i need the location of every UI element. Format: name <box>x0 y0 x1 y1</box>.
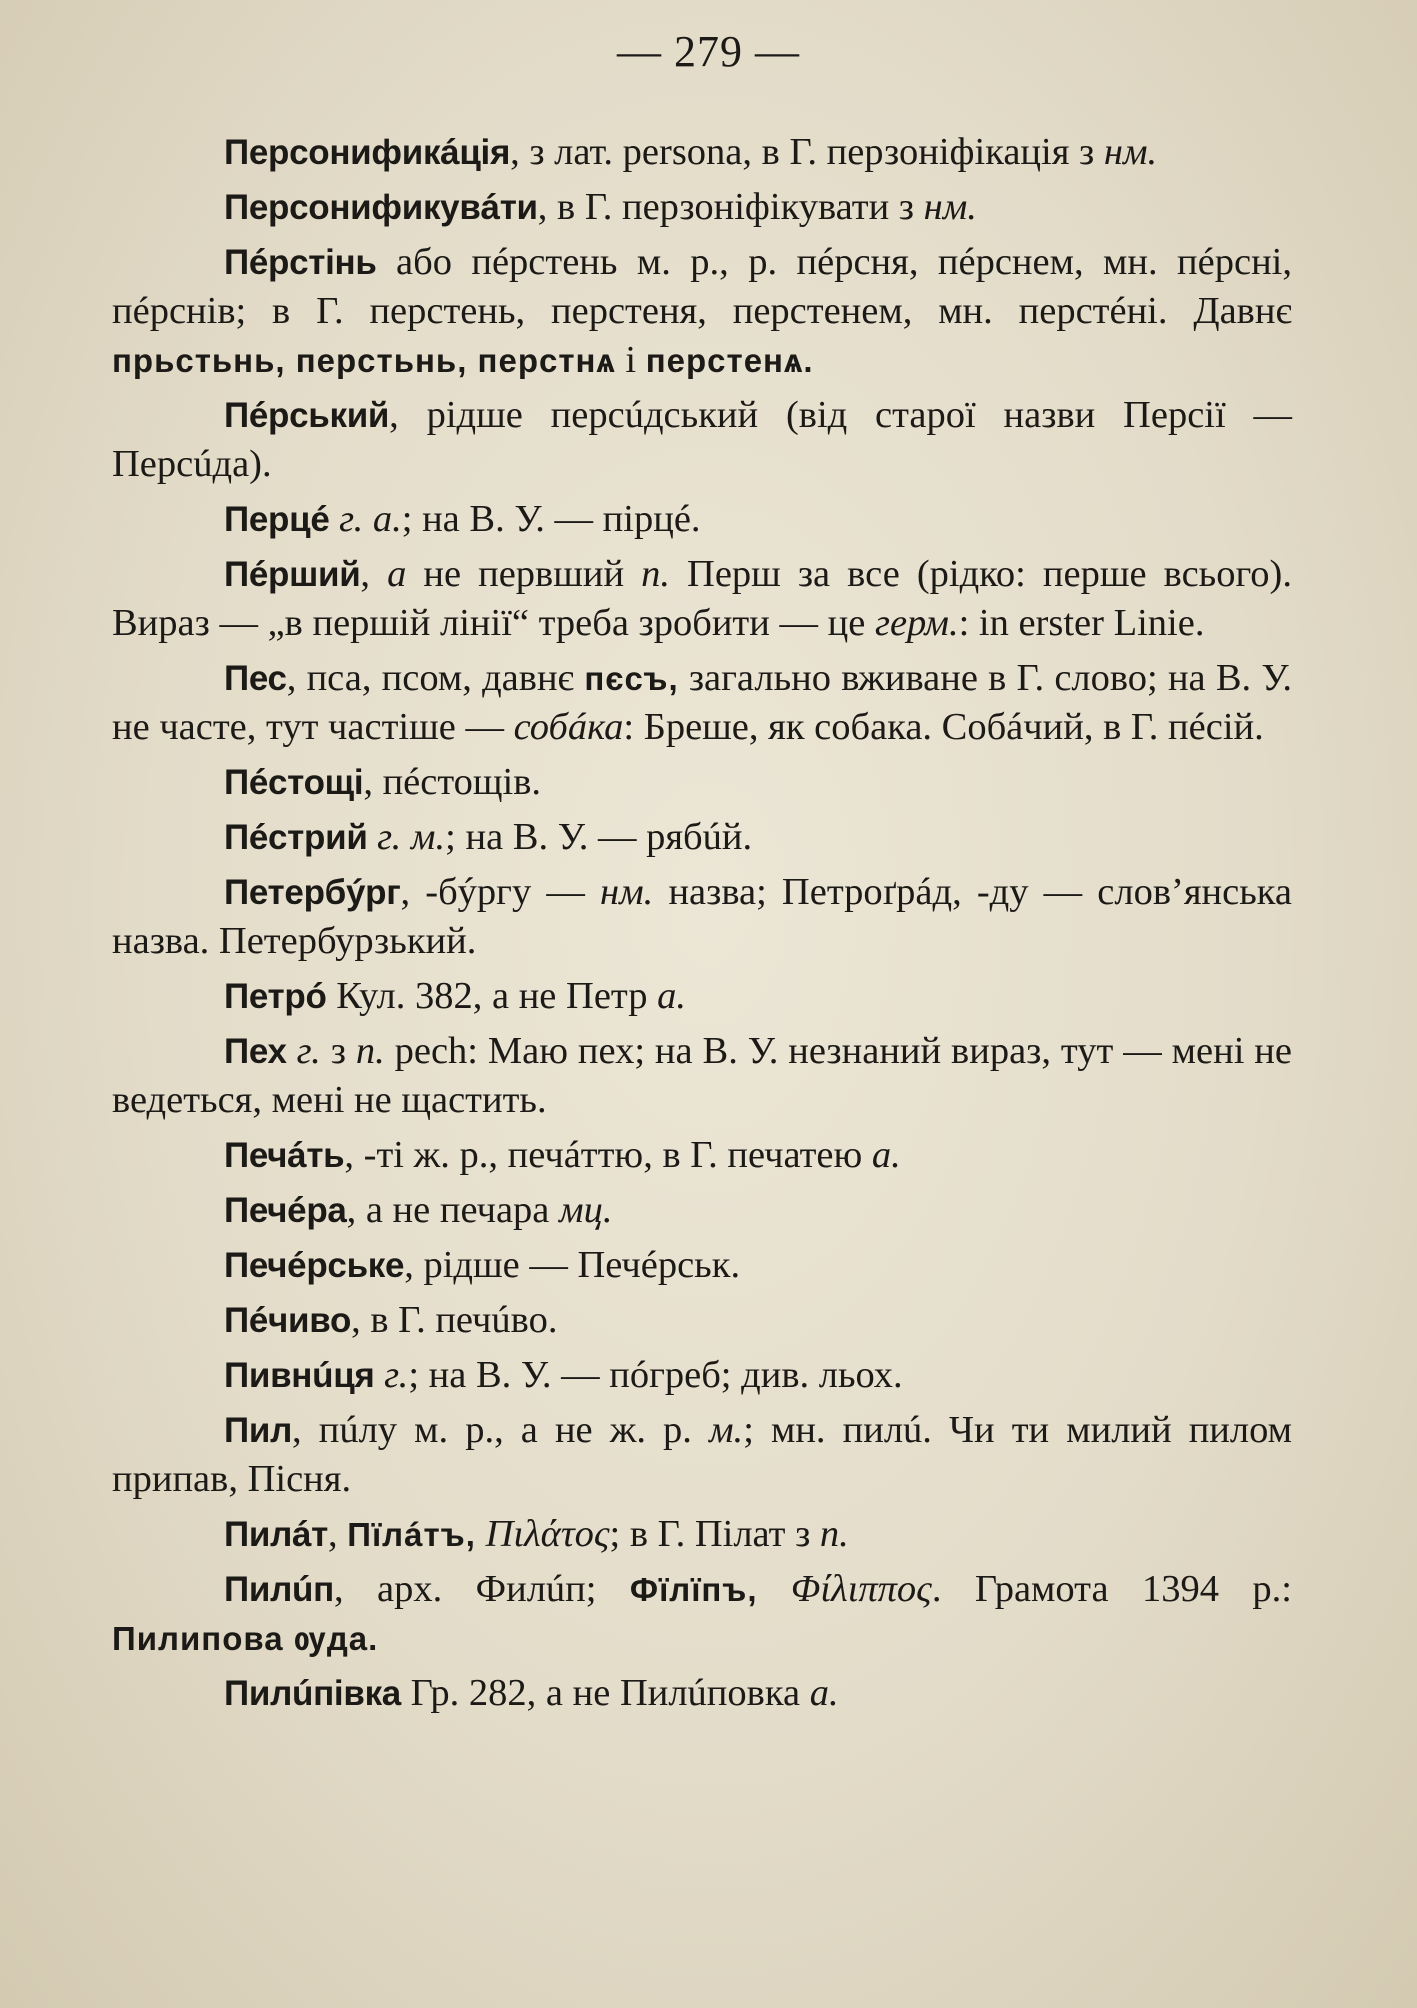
entry-text: pech: Маю пех; на В. У. незнаний вираз, тут — мені не ведеться, мені не щастить. <box>112 1030 1292 1121</box>
entry-text <box>368 816 378 858</box>
dictionary-entry <box>112 1027 1292 1125</box>
entry-headword: Пилúп <box>224 1570 334 1609</box>
entry-text: , рідше — Печéрськ. <box>404 1244 741 1286</box>
dictionary-entry <box>112 654 1292 752</box>
entry-text: : in erster Linie. <box>958 602 1205 644</box>
italic-abbreviation: нм. <box>923 186 977 228</box>
entry-headword: Персонификувáти <box>224 188 538 227</box>
italic-abbreviation: м. <box>708 1409 744 1451</box>
entry-headword: Пес <box>224 659 287 698</box>
dictionary-entry <box>112 183 1292 232</box>
entry-text: Гр. 282, а не Пилúповка <box>400 1672 810 1714</box>
old-slavonic-form: Пïлáтъ, <box>347 1516 476 1553</box>
entry-headword: Пéрстінь <box>224 243 377 282</box>
italic-abbreviation: г. <box>296 1030 321 1072</box>
entry-headword: Персонификáція <box>224 133 511 172</box>
entry-headword: Пéрський <box>224 396 390 435</box>
entry-text: не первший <box>406 553 642 595</box>
dictionary-entry <box>112 238 1292 385</box>
italic-abbreviation: а <box>387 553 407 595</box>
italic-abbreviation: г. а. <box>339 498 402 540</box>
entry-headword: Пéрший <box>224 555 361 594</box>
dictionary-entry <box>112 1241 1292 1290</box>
entry-text <box>287 1030 297 1072</box>
entry-text: ; на В. У. — рябúй. <box>445 816 753 858</box>
entry-text: Перш за все (рідко: перше всього). Вираз — „в першій лінії“ треба зробити — це <box>112 553 1292 644</box>
dictionary-entry <box>112 128 1292 177</box>
dictionary-entry <box>112 550 1292 648</box>
italic-abbreviation: а. <box>657 975 686 1017</box>
entry-text: ; на В. У. — пірцé. <box>401 498 701 540</box>
entry-text: , пéстощів. <box>363 761 542 803</box>
entry-text: загально вживане в Г. слово; на В. У. не часте, тут частіше — <box>112 657 1292 748</box>
entry-text: або пéрстень м. р., р. пéрсня, пéрснем, мн. пéрсні, пéрснів; в Г. перстень, перстеня, перстенем, мн. перстéні. Давнє <box>112 241 1292 332</box>
dictionary-entry <box>112 1186 1292 1235</box>
entry-text: , а не печара <box>346 1189 560 1231</box>
entry-text: з <box>320 1030 356 1072</box>
dictionary-entry <box>112 758 1292 807</box>
entry-text: , в Г. перзоніфікувати з <box>537 186 924 228</box>
entry-text: , -ті ж. р., печáттю, в Г. печатею <box>344 1134 872 1176</box>
entry-headword: Пéчиво <box>224 1301 352 1340</box>
entry-text: і <box>615 339 646 381</box>
dictionary-entries <box>112 128 1292 1724</box>
italic-abbreviation: нм. <box>1103 131 1158 173</box>
entry-text: ; на В. У. — пóгреб; див. льох. <box>408 1354 903 1396</box>
dictionary-entry <box>112 868 1292 966</box>
entry-text <box>758 1568 791 1610</box>
italic-abbreviation: г. м. <box>377 816 446 858</box>
dictionary-entry <box>112 1510 1292 1559</box>
entry-headword: Печéра <box>224 1191 347 1230</box>
entry-text: , -бýргу — <box>400 871 600 913</box>
entry-headword: Петербýрг <box>224 873 401 912</box>
entry-text: , <box>328 1513 348 1555</box>
italic-abbreviation: а. <box>871 1134 901 1176</box>
entry-text: назва; Петроґрáд, -ду — слов’янська назва. Петербурзький. <box>112 871 1292 962</box>
entry-text: , <box>360 553 388 595</box>
dictionary-entry <box>112 1351 1292 1400</box>
italic-abbreviation: п. <box>355 1030 385 1072</box>
entry-text: , пса, псом, давнє <box>286 657 585 699</box>
old-slavonic-form: Пилипова ѹда. <box>112 1620 379 1657</box>
entry-headword: Пилúпівка <box>224 1674 401 1713</box>
italic-abbreviation: мц. <box>559 1189 613 1231</box>
entry-headword: Пéстрий <box>224 818 368 857</box>
entry-headword: Пéстощі <box>224 763 364 802</box>
italic-abbreviation: собáка <box>513 706 624 748</box>
dictionary-entry <box>112 1131 1292 1180</box>
italic-abbreviation: нм. <box>600 871 654 913</box>
italic-abbreviation: герм. <box>874 602 959 644</box>
entry-headword: Печáть <box>224 1136 345 1175</box>
italic-abbreviation: п. <box>641 553 670 595</box>
dictionary-entry <box>112 1296 1292 1345</box>
entry-text: , в Г. печúво. <box>351 1299 558 1341</box>
dictionary-entry <box>112 1406 1292 1504</box>
old-slavonic-form: прьстьнь, перстьнь, перстнѧ <box>112 342 616 379</box>
entry-text: . Грамота 1394 р.: <box>931 1568 1293 1610</box>
dictionary-entry <box>112 391 1292 489</box>
page-number: — 279 — <box>617 27 800 76</box>
italic-abbreviation: п. <box>819 1513 849 1555</box>
entry-headword: Пилáт <box>224 1515 329 1554</box>
entry-headword: Пивнúця <box>224 1356 375 1395</box>
italic-abbreviation: Φίλιππος <box>790 1568 932 1610</box>
entry-text: , арх. Филúп; <box>333 1568 630 1610</box>
dictionary-entry <box>112 972 1292 1021</box>
italic-abbreviation: г. <box>384 1354 409 1396</box>
entry-text <box>329 498 339 540</box>
entry-text: , рідше персúдський (від старої назви Персії — Персúда). <box>112 394 1292 485</box>
entry-text: ; мн. пилú. Чи ти милий пилом припав, Пісня. <box>112 1409 1292 1500</box>
entry-headword: Пил <box>224 1411 293 1450</box>
entry-text <box>375 1354 385 1396</box>
entry-text: ; в Г. Пілат з <box>609 1513 820 1555</box>
old-slavonic-form: перстенѧ. <box>645 342 814 379</box>
entry-text: : Бреше, як собака. Собáчий, в Г. пéсій. <box>623 706 1264 748</box>
entry-headword: Петрó <box>224 977 327 1016</box>
old-slavonic-form: Фïлïпъ, <box>629 1571 758 1608</box>
entry-headword: Пех <box>224 1032 287 1071</box>
dictionary-entry <box>112 495 1292 544</box>
italic-abbreviation: Πιλάτος <box>485 1513 610 1555</box>
old-slavonic-form: пєсъ, <box>584 660 679 697</box>
entry-headword: Перцé <box>224 500 330 539</box>
entry-text: Кул. 382, а не Петр <box>326 975 658 1017</box>
dictionary-entry <box>112 813 1292 862</box>
entry-text: , з лат. persona, в Г. перзоніфікація з <box>510 131 1104 173</box>
dictionary-entry <box>112 1565 1292 1663</box>
entry-text: , пúлу м. р., а не ж. р. <box>292 1409 709 1451</box>
italic-abbreviation: а. <box>809 1672 839 1714</box>
entry-headword: Печéрське <box>224 1246 405 1285</box>
dictionary-entry <box>112 1669 1292 1718</box>
